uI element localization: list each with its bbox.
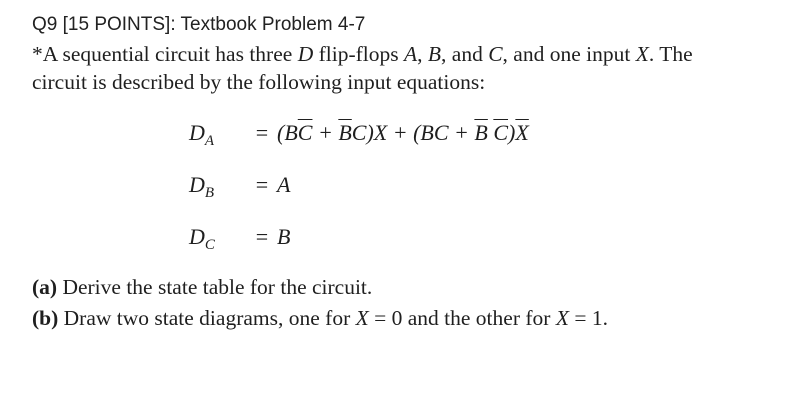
equation-term: )X + ( — [366, 120, 421, 145]
equation-term: C — [351, 120, 367, 145]
equation-rhs — [277, 224, 290, 249]
equation-term: ) — [508, 120, 516, 145]
problem-statement — [32, 40, 792, 96]
part-a-label: (a) — [32, 275, 58, 299]
equation-dc — [189, 224, 290, 254]
equation-lhs: $D_B$ — [189, 172, 215, 201]
complemented-term: $\overline{B}$ — [474, 120, 488, 145]
variable-d: D — [297, 42, 314, 66]
equation-rhs — [277, 120, 529, 145]
equation-term: + — [312, 120, 339, 145]
statement-text: , and — [441, 42, 489, 66]
equation-lhs: $D_C$ — [189, 224, 215, 253]
equation-term: + — [448, 120, 475, 145]
equation-da — [189, 120, 529, 150]
equation-db — [189, 172, 290, 202]
variable-x: X — [355, 306, 369, 330]
statement-line-1 — [32, 40, 792, 68]
statement-text: . The — [648, 42, 693, 66]
part-b-label: (b) — [32, 306, 59, 330]
problem-parts — [32, 272, 608, 334]
statement-text: flip-flops — [313, 42, 404, 66]
statement-text: , and one input — [502, 42, 636, 66]
part-b-text: = 1. — [568, 306, 608, 330]
problem-heading: Q9 [15 POINTS]: Textbook Problem 4-7 — [32, 14, 366, 35]
variable-b: B — [427, 42, 442, 66]
variable-x: X — [555, 306, 569, 330]
part-b-text: = 0 and the other for — [368, 306, 556, 330]
variable-a: A — [404, 42, 418, 66]
equation-term: ( — [277, 120, 285, 145]
part-b-text: Draw two state diagrams, one for — [58, 306, 356, 330]
equals-sign: = — [255, 224, 269, 249]
complemented-term: $\overline{B}$ — [338, 120, 352, 145]
part-a — [32, 272, 608, 303]
equation-lhs: $D_A$ — [189, 120, 215, 149]
statement-text: *A sequential circuit has three — [32, 42, 298, 66]
variable-x: X — [635, 42, 649, 66]
equals-sign: = — [255, 172, 269, 197]
equation-term: BC — [420, 120, 449, 145]
complemented-term: $\overline{C}$ — [493, 120, 509, 145]
equals-sign: = — [255, 120, 269, 145]
equation-term: B — [277, 224, 291, 249]
variable-c: C — [488, 42, 503, 66]
equation-term: B — [284, 120, 298, 145]
statement-text: , — [417, 42, 428, 66]
complemented-term: $\overline{C}$ — [297, 120, 313, 145]
part-a-text: Derive the state table for the circuit. — [57, 275, 373, 299]
equation-term: A — [277, 172, 291, 197]
equation-rhs — [277, 172, 290, 197]
part-b — [32, 303, 608, 334]
complemented-term: $\overline{X}$ — [515, 120, 529, 145]
statement-line-2: circuit is described by the following input equations: — [32, 70, 486, 94]
